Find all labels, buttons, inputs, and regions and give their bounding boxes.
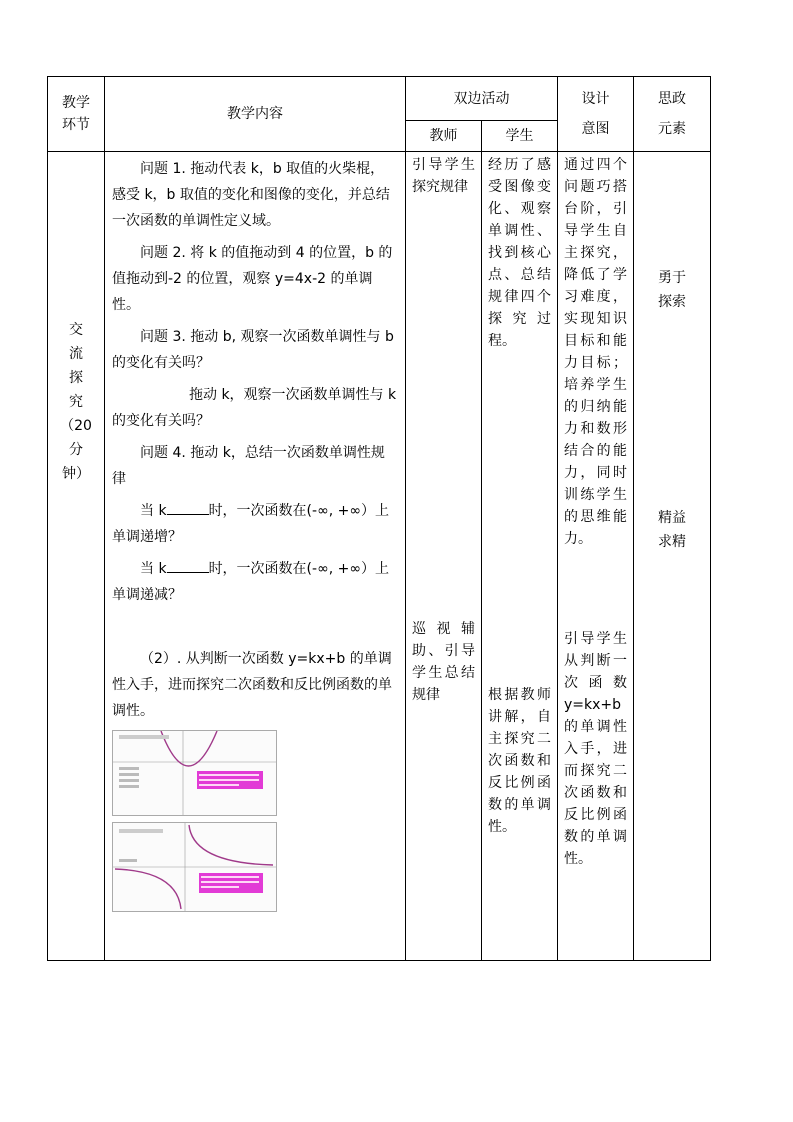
header-student: 学生 bbox=[482, 121, 558, 152]
stage-cell bbox=[48, 152, 105, 961]
design-intent-2: 引导学生从判断一次函数 y=kx+b 的单调性入手，进而探究二次函数和反比例函数的单调性。 bbox=[564, 631, 627, 867]
lesson-table bbox=[47, 76, 711, 961]
inverse-proportion-screenshot bbox=[112, 822, 277, 912]
stage-char: 交 bbox=[69, 322, 83, 338]
quadratic-function-screenshot bbox=[112, 730, 277, 816]
stage-char: 分 bbox=[69, 442, 83, 458]
teacher-activity-1: 引导学生探究规律 bbox=[412, 157, 475, 195]
ideology-item: 探索 bbox=[658, 294, 686, 310]
answer-blank[interactable] bbox=[167, 500, 209, 515]
ideology-item: 精益 bbox=[658, 510, 686, 526]
header-design: 设计意图 bbox=[558, 77, 634, 152]
increasing-rule: 当 k 时，一次函数在(-∞, +∞）上单调递增？ bbox=[112, 498, 398, 550]
student-activity-1: 经历了感受图像变化、观察单调性、找到核心点、总结规律四个探究过程。 bbox=[488, 157, 551, 349]
stage-char: 究 bbox=[69, 394, 83, 410]
ideology-item: 求精 bbox=[658, 534, 686, 550]
teacher-activity-2: 巡视辅助、引导学生总结规律 bbox=[412, 621, 475, 703]
ideology-cell bbox=[634, 152, 711, 961]
header-ideology: 思政元素 bbox=[634, 77, 711, 152]
stage-char: 钟） bbox=[62, 466, 90, 482]
stage-char: （20 bbox=[60, 418, 92, 434]
design-cell bbox=[558, 152, 634, 961]
ideology-item: 勇于 bbox=[658, 270, 686, 286]
header-teacher: 教师 bbox=[406, 121, 482, 152]
design-intent-1: 通过四个问题巧搭台阶，引导学生自主探究，降低了学习难度，实现知识目标和能力目标；培养学生的归纳能力和数形结合的能力，同时训练学生的思维能力。 bbox=[564, 157, 627, 547]
teacher-cell bbox=[406, 152, 482, 961]
question-4: 问题 4. 拖动 k，总结一次函数单调性规律 bbox=[112, 445, 385, 487]
stage-char: 流 bbox=[69, 346, 83, 362]
stage-char: 探 bbox=[69, 370, 83, 386]
student-activity-2: 根据教师讲解，自主探究二次函数和反比例函数的单调性。 bbox=[488, 687, 551, 835]
header-content: 教学内容 bbox=[105, 77, 406, 152]
answer-blank[interactable] bbox=[167, 558, 209, 573]
header-stage: 教学环节 bbox=[48, 77, 105, 152]
part-2-text: （2）. 从判断一次函数 y=kx+b 的单调性入手，进而探究二次函数和反比例函数的单调性。 bbox=[112, 651, 392, 719]
content-cell bbox=[105, 152, 406, 961]
question-1: 问题 1. 拖动代表 k，b 取值的火柴棍，感受 k，b 取值的变化和图像的变化，并总结一次函数的单调性定义域。 bbox=[112, 161, 390, 229]
question-3b: 拖动 k，观察一次函数单调性与 k 的变化有关吗？ bbox=[112, 387, 397, 429]
header-activity: 双边活动 bbox=[406, 77, 558, 121]
question-2: 问题 2. 将 k 的值拖动到 4 的位置，b 的值拖动到-2 的位置，观察 y=4x-2 的单调性。 bbox=[112, 245, 393, 313]
student-cell bbox=[482, 152, 558, 961]
decreasing-rule: 当 k 时，一次函数在(-∞, +∞）上单调递减？ bbox=[112, 556, 398, 608]
question-3: 问题 3. 拖动 b, 观察一次函数单调性与 b 的变化有关吗？ bbox=[112, 329, 394, 371]
